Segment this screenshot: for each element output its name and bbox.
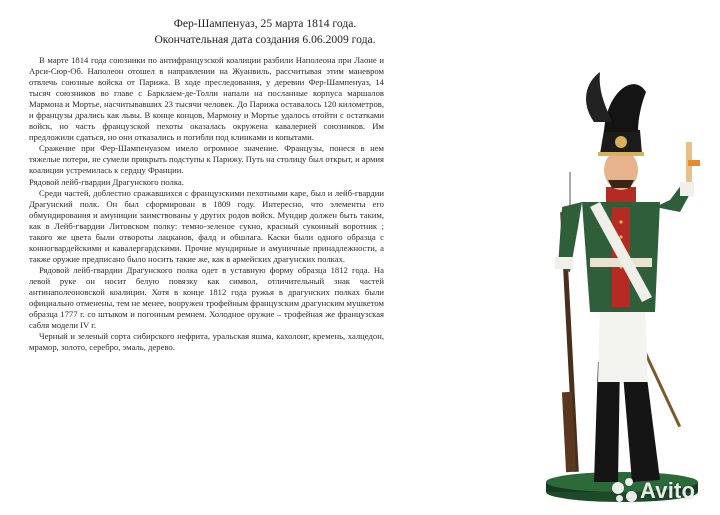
avito-watermark-text: Avito [640, 478, 696, 503]
dragoon-figurine-illustration [520, 62, 720, 512]
paragraph-figure-title: Рядовой лейб-гвардии Драгунского полка. [29, 176, 184, 187]
paragraph-uniform: Рядовой лейб-гвардии Драгунского полка одет в уставную форму образца 1812 года. На левой руке он носит белую повязку как символ, отличительный знак частей антинаполеоновской коалиции. Хотя в конце 1812 года ружья в драгунских полках были официально отменены, тем не менее, вооружен трофейным французским драгунским мушкетом образца 1777 г. со штыком и погонным ремнем. Холодное оружие – трофейная же французская сабля модели IV г. [29, 264, 384, 331]
avito-logo-icon [612, 478, 638, 504]
paragraph-materials: Черный и зеленый сорта сибирского нефрита, уральская яшма, кахолонг, кремень, халцедон, мрамор, золото, серебро, эмаль, дерево. [29, 331, 384, 353]
dragoon-figurine-image [520, 62, 720, 512]
paragraph-history: В марте 1814 года союзники по антифранцузской коалиции разбили Наполеона при Лаоне и Арси-Сюр-Об. Наполеон отошел в направлении на Жуанвиль, рассчитывая этим маневром отвлечь союзные войска от Парижа. В ходе преследования, у деревни Фер-Шампенуаз, 14 тысяч союзников во главе с Барклаем-де-Толли напали на посланные корпуса маршалов Мармона и Мортье, насчитывавших 23 тысячи человек. До Парижа оставалось 120 километров, и французы дрались как львы. В конце концов, Мармону и Мортье удалось отойти с остатками войск, но часть французской пехоты оказалась окружена кавалерией союзников. Им предложили сдаться, но они отказались и погибли под клинками и копытами. [29, 55, 384, 143]
heading-line-1: Фер-Шампенуаз, 25 марта 1814 года. [173, 17, 357, 30]
paragraph-regiment: Среди частей, доблестно сражавшихся с французскими пехотными каре, был и лейб-гвардии Драгунский полк. Он был сформирован в 1809 году. Интересно, что элементы его обмундирования и амуниции заимствованы у других родов войск. Мундир должен быть таким, как в Лейб-гвардии Литовском полку: темно-зеленое сукно, красный суконный воротник ; такого же цвета были отвороты лацканов, фалд и обшлага. Каски были одного образца с конногвардейскими и кавалергардскими. Прочие мундирные и амуничные принадлежности, а также оружие предписано было носить такие же, как в армейских драгунских полках. [29, 187, 384, 264]
page-heading [20, 16, 510, 47]
heading-line-2: Окончательная дата создания 6.06.2009 года. [154, 32, 376, 46]
avito-watermark [612, 473, 717, 509]
paragraph-battle-significance: Сражение при Фер-Шампенуазом имело огромное значение. Французы, понеся в нем тяжелые потери, не сумели прикрыть подступы к Парижу. Путь на столицу был открыт, и армия коалиции устремилась к сердцу Франции. [29, 143, 384, 176]
description-text [29, 55, 384, 353]
